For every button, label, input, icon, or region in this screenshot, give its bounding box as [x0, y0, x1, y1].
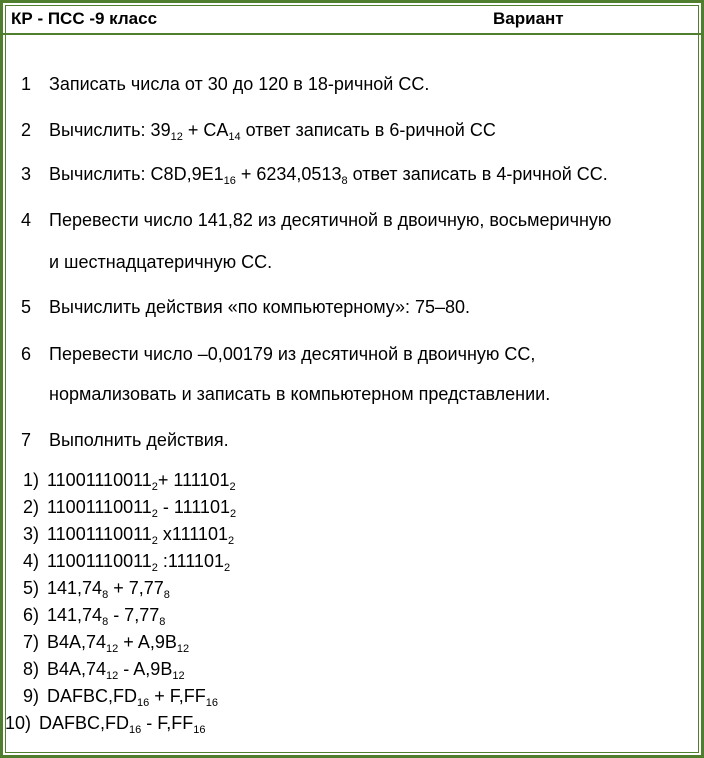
task-number: 2	[21, 120, 32, 140]
operation: x111101	[157, 524, 228, 544]
task-text: + 6234,0513	[235, 164, 342, 184]
subtask-number: 7)	[22, 632, 39, 652]
base-subscript: 2	[229, 508, 237, 520]
subtask-number: 4)	[22, 551, 39, 571]
operand: DAFBC,FD	[39, 713, 129, 733]
task-text: Вычислить действия «по компьютерному»: 75–80.	[49, 297, 471, 317]
task-6-continuation: нормализовать и записать в компьютерном представлении.	[49, 384, 551, 404]
operand: 11001110011	[47, 524, 152, 544]
base-subscript: 14	[228, 131, 241, 143]
task-text: Выполнить действия.	[49, 430, 229, 450]
subtask-number: 6)	[22, 605, 39, 625]
subtask-6	[5, 604, 165, 626]
operation: - F,FF	[141, 713, 194, 733]
task-number: 3	[21, 164, 32, 184]
base-subscript: 8	[159, 616, 166, 628]
task-5	[21, 296, 470, 318]
base-subscript: 16	[205, 697, 219, 709]
task-2	[21, 119, 496, 141]
subtask-number: 1)	[22, 470, 39, 490]
task-number: 5	[21, 297, 32, 317]
base-subscript: 12	[176, 643, 190, 655]
variant-label: Вариант	[493, 9, 564, 28]
task-number: 4	[21, 210, 32, 230]
operation: + F,FF	[149, 686, 206, 706]
subtask-8	[5, 658, 185, 680]
task-6	[21, 343, 535, 365]
operand: B4A,74	[47, 632, 107, 652]
base-subscript: 12	[170, 131, 183, 143]
base-subscript: 12	[172, 670, 185, 682]
subtask-9	[5, 685, 218, 707]
task-text: Перевести число –0,00179 из десятичной в двоичную СС,	[49, 344, 536, 364]
subtask-number: 2)	[22, 497, 39, 517]
task-text: Перевести число 141,82 из десятичной в двоичную, восьмеричную	[49, 210, 612, 230]
operand: 11001110011	[47, 470, 152, 490]
task-number: 1	[21, 74, 32, 94]
task-number: 6	[21, 344, 32, 364]
subtask-3	[5, 523, 234, 545]
base-subscript: 2	[151, 535, 158, 547]
task-number: 7	[21, 430, 32, 450]
task-4	[21, 209, 611, 231]
base-subscript: 2	[151, 562, 158, 574]
base-subscript: 8	[163, 589, 170, 601]
task-text: ответ записать в 4-ричной СС.	[347, 164, 608, 184]
operand: 141,74	[47, 578, 103, 598]
operand: 11001110011	[47, 551, 152, 571]
task-text: Записать числа от 30 до 120 в 18-ричной СС.	[49, 74, 430, 94]
operation: + A,9B	[118, 632, 177, 652]
operand: 11001110011	[47, 497, 152, 517]
task-1	[21, 73, 429, 95]
task-text: + CA	[182, 120, 229, 140]
base-subscript: 8	[341, 175, 348, 187]
subtask-number: 3)	[22, 524, 39, 544]
task-7	[21, 429, 229, 451]
task-4-continuation: и шестнадцатеричную СС.	[49, 252, 273, 272]
subtask-10	[0, 712, 206, 734]
base-subscript: 16	[129, 724, 142, 736]
subtask-5	[5, 577, 170, 599]
base-subscript: 8	[102, 616, 109, 628]
subtask-7	[5, 631, 189, 653]
operation: :111101	[157, 551, 224, 571]
task-text: Вычислить: C8D,9E1	[49, 164, 224, 184]
subtask-number: 5)	[22, 578, 39, 598]
subtask-number: 10)	[4, 713, 31, 733]
operation: - 111101	[157, 497, 230, 517]
task-text: Вычислить: 39	[49, 120, 171, 140]
base-subscript: 12	[106, 670, 119, 682]
base-subscript: 2	[223, 562, 231, 574]
header	[3, 3, 701, 35]
operand: B4A,74	[47, 659, 107, 679]
operand: 141,74	[47, 605, 103, 625]
operation: + 111101	[157, 470, 230, 490]
task-3	[21, 163, 608, 185]
subtask-2	[5, 496, 236, 518]
subtask-4	[5, 550, 230, 572]
operand: DAFBC,FD	[47, 686, 137, 706]
base-subscript: 16	[223, 175, 236, 187]
base-subscript: 16	[193, 724, 206, 736]
task-text: ответ записать в 6-ричной СС	[240, 120, 496, 140]
operation: + 7,77	[108, 578, 164, 598]
base-subscript: 2	[151, 508, 158, 520]
base-subscript: 2	[151, 481, 158, 493]
base-subscript: 8	[102, 589, 109, 601]
operation: - A,9B	[118, 659, 173, 679]
base-subscript: 2	[229, 481, 236, 493]
subtask-number: 8)	[22, 659, 39, 679]
subtask-1	[5, 469, 236, 491]
page-title: КР - ПСС -9 класс	[11, 9, 158, 28]
operation: - 7,77	[108, 605, 160, 625]
base-subscript: 2	[227, 535, 235, 547]
subtask-number: 9)	[22, 686, 39, 706]
base-subscript: 16	[137, 697, 150, 709]
base-subscript: 12	[106, 643, 119, 655]
